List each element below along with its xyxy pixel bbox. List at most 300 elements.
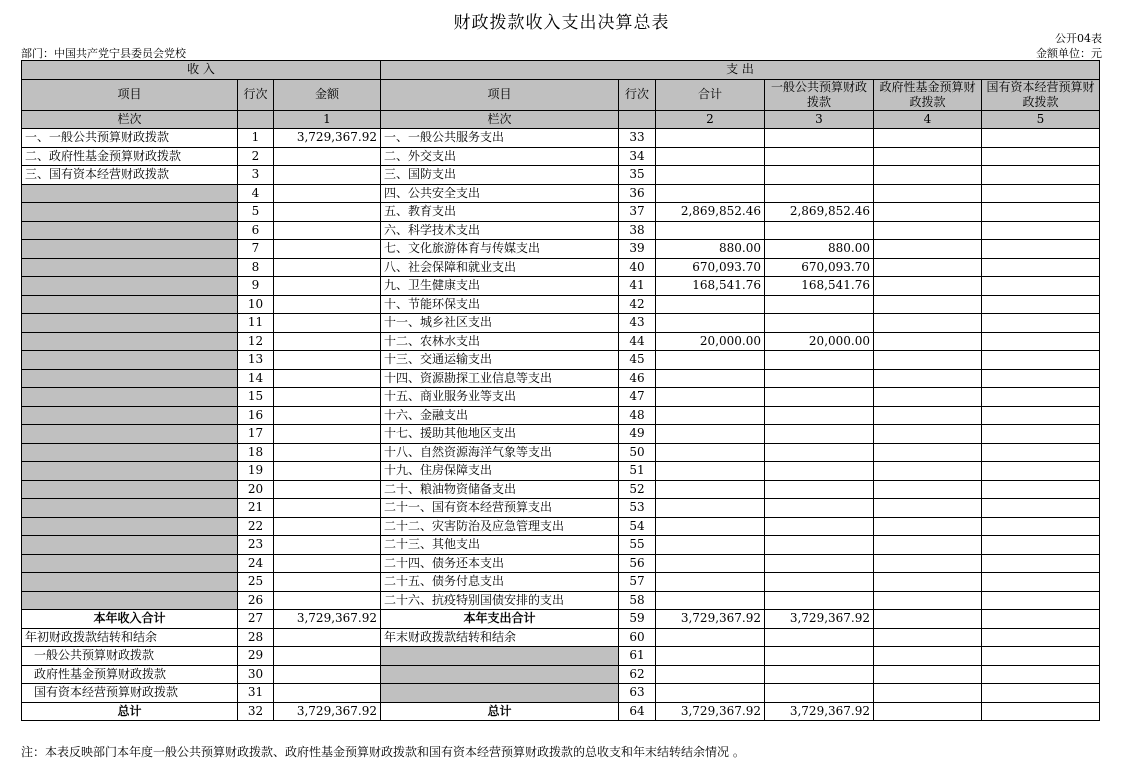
income-line-cell: 14 [238, 369, 274, 388]
col-header-income-line: 行次 [238, 79, 274, 110]
income-line-cell: 20 [238, 480, 274, 499]
expense-state-cell [982, 203, 1100, 222]
expense-total-cell [656, 184, 765, 203]
income-item-cell [22, 573, 238, 592]
col-header-fund: 政府性基金预算财政拨款 [874, 79, 982, 110]
expense-line-cell: 35 [619, 166, 656, 185]
table-row [22, 277, 1100, 296]
income-line-cell: 30 [238, 665, 274, 684]
expense-section-header: 支 出 [381, 61, 1100, 80]
expense-general-cell [765, 221, 874, 240]
expense-state-cell [982, 295, 1100, 314]
col-num-2: 2 [656, 110, 765, 129]
expense-item-cell: 十五、商业服务业等支出 [381, 388, 619, 407]
income-amount-cell [274, 147, 381, 166]
expense-state-cell [982, 443, 1100, 462]
income-line-cell: 15 [238, 388, 274, 407]
expense-fund-cell [874, 203, 982, 222]
table-row [22, 203, 1100, 222]
income-line-cell: 19 [238, 462, 274, 481]
expense-state-cell [982, 184, 1100, 203]
expense-item-cell: 六、科学技术支出 [381, 221, 619, 240]
income-item-cell [22, 240, 238, 259]
col-header-expense-line: 行次 [619, 79, 656, 110]
income-item-cell: 总计 [22, 702, 238, 721]
expense-state-cell [982, 647, 1100, 666]
expense-total-cell [656, 221, 765, 240]
expense-general-cell [765, 443, 874, 462]
expense-total-cell [656, 554, 765, 573]
expense-fund-cell [874, 147, 982, 166]
expense-total-cell [656, 369, 765, 388]
expense-fund-cell [874, 628, 982, 647]
expense-line-cell: 55 [619, 536, 656, 555]
income-line-cell: 29 [238, 647, 274, 666]
expense-total-cell [656, 388, 765, 407]
income-section-header: 收 入 [22, 61, 381, 80]
expense-item-cell: 十七、援助其他地区支出 [381, 425, 619, 444]
expense-general-cell [765, 665, 874, 684]
expense-line-cell: 40 [619, 258, 656, 277]
expense-general-cell: 880.00 [765, 240, 874, 259]
income-item-cell [22, 221, 238, 240]
expense-general-cell [765, 314, 874, 333]
income-amount-cell: 3,729,367.92 [274, 610, 381, 629]
income-line-cell: 18 [238, 443, 274, 462]
expense-general-cell [765, 351, 874, 370]
income-line-cell: 21 [238, 499, 274, 518]
expense-total-cell [656, 591, 765, 610]
expense-line-cell: 37 [619, 203, 656, 222]
expense-fund-cell [874, 462, 982, 481]
grand-total-row [22, 702, 1100, 721]
income-item-cell [22, 295, 238, 314]
column-number-row [22, 110, 1100, 129]
expense-total-cell: 670,093.70 [656, 258, 765, 277]
income-amount-cell [274, 277, 381, 296]
income-item-cell [22, 388, 238, 407]
expense-fund-cell [874, 554, 982, 573]
income-amount-cell [274, 203, 381, 222]
expense-state-cell [982, 610, 1100, 629]
expense-general-cell [765, 129, 874, 148]
expense-line-cell: 38 [619, 221, 656, 240]
income-item-cell [22, 314, 238, 333]
table-row [22, 184, 1100, 203]
expense-item-cell: 五、教育支出 [381, 203, 619, 222]
expense-general-cell [765, 295, 874, 314]
expense-general-cell: 168,541.76 [765, 277, 874, 296]
income-line-cell: 13 [238, 351, 274, 370]
table-row [22, 314, 1100, 333]
expense-state-cell [982, 314, 1100, 333]
expense-state-cell [982, 480, 1100, 499]
expense-fund-cell [874, 351, 982, 370]
expense-state-cell [982, 536, 1100, 555]
income-line-cell: 6 [238, 221, 274, 240]
income-line-cell: 17 [238, 425, 274, 444]
expense-state-cell [982, 573, 1100, 592]
table-row [22, 240, 1100, 259]
income-amount-cell [274, 184, 381, 203]
table-row [22, 147, 1100, 166]
expense-general-cell: 20,000.00 [765, 332, 874, 351]
table-row [22, 221, 1100, 240]
expense-state-cell [982, 406, 1100, 425]
expense-state-cell [982, 369, 1100, 388]
expense-total-cell: 3,729,367.92 [656, 702, 765, 721]
footnote: 注：本表反映部门本年度一般公共预算财政拨款、政府性基金预算财政拨款和国有资本经营预算财政拨款的总收支和年末结转结余情况 。 [21, 745, 745, 759]
expense-fund-cell [874, 702, 982, 721]
carry-row [22, 684, 1100, 703]
expense-total-cell [656, 351, 765, 370]
expense-general-cell [765, 554, 874, 573]
income-line-cell: 12 [238, 332, 274, 351]
expense-item-cell [381, 684, 619, 703]
expense-state-cell [982, 499, 1100, 518]
expense-general-cell [765, 573, 874, 592]
expense-state-cell [982, 258, 1100, 277]
income-amount-cell [274, 499, 381, 518]
expense-fund-cell [874, 684, 982, 703]
income-amount-cell [274, 554, 381, 573]
income-item-cell: 年初财政拨款结转和结余 [22, 628, 238, 647]
income-line-cell: 7 [238, 240, 274, 259]
table-row [22, 425, 1100, 444]
expense-fund-cell [874, 499, 982, 518]
income-amount-cell [274, 388, 381, 407]
col-header-state: 国有资本经营预算财政拨款 [982, 79, 1100, 110]
expense-line-cell: 59 [619, 610, 656, 629]
expense-item-cell: 二十五、债务付息支出 [381, 573, 619, 592]
expense-fund-cell [874, 277, 982, 296]
expense-item-cell: 十一、城乡社区支出 [381, 314, 619, 333]
col-label-right: 栏次 [381, 110, 619, 129]
col-label-left: 栏次 [22, 110, 238, 129]
expense-fund-cell [874, 517, 982, 536]
expense-line-cell: 49 [619, 425, 656, 444]
budget-table [21, 60, 1100, 721]
expense-total-cell [656, 166, 765, 185]
expense-state-cell [982, 425, 1100, 444]
expense-fund-cell [874, 369, 982, 388]
expense-fund-cell [874, 443, 982, 462]
income-amount-cell [274, 240, 381, 259]
income-item-cell [22, 332, 238, 351]
expense-total-cell [656, 684, 765, 703]
expense-general-cell [765, 591, 874, 610]
expense-state-cell [982, 628, 1100, 647]
year-total-row [22, 610, 1100, 629]
expense-item-cell: 七、文化旅游体育与传媒支出 [381, 240, 619, 259]
expense-general-cell [765, 628, 874, 647]
expense-total-cell: 168,541.76 [656, 277, 765, 296]
expense-total-cell [656, 314, 765, 333]
income-item-cell: 三、国有资本经营财政拨款 [22, 166, 238, 185]
expense-state-cell [982, 221, 1100, 240]
expense-general-cell [765, 517, 874, 536]
expense-fund-cell [874, 295, 982, 314]
expense-item-cell [381, 647, 619, 666]
expense-item-cell: 二十六、抗疫特别国债安排的支出 [381, 591, 619, 610]
expense-item-cell: 年末财政拨款结转和结余 [381, 628, 619, 647]
expense-state-cell [982, 129, 1100, 148]
expense-total-cell: 880.00 [656, 240, 765, 259]
expense-fund-cell [874, 166, 982, 185]
expense-general-cell [765, 147, 874, 166]
income-item-cell [22, 554, 238, 573]
col-header-general: 一般公共预算财政拨款 [765, 79, 874, 110]
expense-total-cell [656, 443, 765, 462]
expense-line-cell: 60 [619, 628, 656, 647]
expense-line-cell: 54 [619, 517, 656, 536]
expense-total-cell [656, 517, 765, 536]
expense-item-cell: 二十、粮油物资储备支出 [381, 480, 619, 499]
income-item-cell: 政府性基金预算财政拨款 [22, 665, 238, 684]
table-row [22, 129, 1100, 148]
expense-general-cell [765, 425, 874, 444]
expense-total-cell [656, 147, 765, 166]
expense-state-cell [982, 166, 1100, 185]
expense-total-cell: 3,729,367.92 [656, 610, 765, 629]
income-line-cell: 23 [238, 536, 274, 555]
expense-total-cell: 20,000.00 [656, 332, 765, 351]
income-item-cell [22, 258, 238, 277]
income-amount-cell [274, 314, 381, 333]
income-item-cell: 国有资本经营预算财政拨款 [22, 684, 238, 703]
expense-total-cell [656, 628, 765, 647]
income-amount-cell [274, 462, 381, 481]
expense-fund-cell [874, 240, 982, 259]
expense-general-cell [765, 166, 874, 185]
expense-total-cell [656, 295, 765, 314]
income-item-cell: 二、政府性基金预算财政拨款 [22, 147, 238, 166]
table-row [22, 499, 1100, 518]
expense-item-cell: 十四、资源勘探工业信息等支出 [381, 369, 619, 388]
expense-line-cell: 53 [619, 499, 656, 518]
expense-item-cell: 三、国防支出 [381, 166, 619, 185]
income-item-cell: 一、一般公共预算财政拨款 [22, 129, 238, 148]
income-item-cell [22, 184, 238, 203]
expense-line-cell: 52 [619, 480, 656, 499]
expense-line-cell: 47 [619, 388, 656, 407]
page-title: 财政拨款收入支出决算总表 [453, 13, 670, 33]
income-amount-cell [274, 684, 381, 703]
expense-general-cell: 670,093.70 [765, 258, 874, 277]
expense-item-cell: 八、社会保障和就业支出 [381, 258, 619, 277]
table-row [22, 591, 1100, 610]
expense-line-cell: 44 [619, 332, 656, 351]
income-item-cell [22, 369, 238, 388]
unit-label: 金额单位：元 [1036, 47, 1102, 60]
income-amount-cell [274, 166, 381, 185]
income-amount-cell [274, 221, 381, 240]
expense-total-cell [656, 406, 765, 425]
expense-line-cell: 43 [619, 314, 656, 333]
income-amount-cell [274, 573, 381, 592]
income-amount-cell [274, 517, 381, 536]
expense-general-cell [765, 647, 874, 666]
expense-item-cell: 十二、农林水支出 [381, 332, 619, 351]
expense-item-cell: 一、一般公共服务支出 [381, 129, 619, 148]
carry-row [22, 665, 1100, 684]
income-item-cell [22, 351, 238, 370]
expense-fund-cell [874, 573, 982, 592]
section-header-row [22, 61, 1100, 80]
expense-item-cell: 十六、金融支出 [381, 406, 619, 425]
expense-item-cell: 十八、自然资源海洋气象等支出 [381, 443, 619, 462]
expense-line-cell: 62 [619, 665, 656, 684]
table-row [22, 536, 1100, 555]
table-row [22, 332, 1100, 351]
income-amount-cell [274, 591, 381, 610]
income-item-cell [22, 462, 238, 481]
expense-state-cell [982, 277, 1100, 296]
expense-fund-cell [874, 610, 982, 629]
income-line-cell: 22 [238, 517, 274, 536]
col-header-income-item: 项目 [22, 79, 238, 110]
expense-total-cell [656, 499, 765, 518]
expense-line-cell: 42 [619, 295, 656, 314]
income-line-cell: 28 [238, 628, 274, 647]
income-amount-cell [274, 480, 381, 499]
income-amount-cell [274, 295, 381, 314]
expense-fund-cell [874, 184, 982, 203]
expense-state-cell [982, 147, 1100, 166]
expense-total-cell [656, 480, 765, 499]
col-header-income-amount: 金额 [274, 79, 381, 110]
expense-general-cell: 3,729,367.92 [765, 610, 874, 629]
income-item-cell [22, 480, 238, 499]
expense-fund-cell [874, 221, 982, 240]
carry-row [22, 647, 1100, 666]
expense-item-cell: 总计 [381, 702, 619, 721]
income-line-cell: 1 [238, 129, 274, 148]
income-amount-cell [274, 443, 381, 462]
expense-item-cell: 二十三、其他支出 [381, 536, 619, 555]
expense-general-cell: 2,869,852.46 [765, 203, 874, 222]
expense-general-cell [765, 369, 874, 388]
expense-item-cell: 十、节能环保支出 [381, 295, 619, 314]
expense-line-cell: 41 [619, 277, 656, 296]
expense-line-cell: 51 [619, 462, 656, 481]
expense-general-cell [765, 406, 874, 425]
expense-line-cell: 46 [619, 369, 656, 388]
income-line-cell: 25 [238, 573, 274, 592]
column-header-row [22, 79, 1100, 110]
table-row [22, 462, 1100, 481]
expense-state-cell [982, 351, 1100, 370]
table-row [22, 443, 1100, 462]
table-row [22, 573, 1100, 592]
income-line-cell: 16 [238, 406, 274, 425]
expense-line-cell: 56 [619, 554, 656, 573]
table-row [22, 295, 1100, 314]
expense-item-cell: 十九、住房保障支出 [381, 462, 619, 481]
income-item-cell [22, 536, 238, 555]
expense-item-cell: 二、外交支出 [381, 147, 619, 166]
expense-total-cell [656, 536, 765, 555]
expense-fund-cell [874, 480, 982, 499]
expense-item-cell: 十三、交通运输支出 [381, 351, 619, 370]
income-amount-cell [274, 665, 381, 684]
table-row [22, 554, 1100, 573]
income-line-cell: 8 [238, 258, 274, 277]
income-amount-cell [274, 351, 381, 370]
income-item-cell: 本年收入合计 [22, 610, 238, 629]
income-line-cell: 2 [238, 147, 274, 166]
expense-general-cell [765, 388, 874, 407]
table-row [22, 480, 1100, 499]
expense-line-cell: 57 [619, 573, 656, 592]
expense-general-cell [765, 684, 874, 703]
col-num-blank [238, 110, 274, 129]
income-amount-cell [274, 406, 381, 425]
income-amount-cell [274, 258, 381, 277]
income-item-cell [22, 591, 238, 610]
expense-state-cell [982, 684, 1100, 703]
expense-state-cell [982, 554, 1100, 573]
col-header-expense-item: 项目 [381, 79, 619, 110]
income-item-cell [22, 203, 238, 222]
col-num-1: 1 [274, 110, 381, 129]
income-line-cell: 3 [238, 166, 274, 185]
expense-item-cell [381, 665, 619, 684]
expense-line-cell: 36 [619, 184, 656, 203]
income-line-cell: 24 [238, 554, 274, 573]
col-num-3: 3 [765, 110, 874, 129]
expense-line-cell: 48 [619, 406, 656, 425]
expense-state-cell [982, 388, 1100, 407]
expense-fund-cell [874, 314, 982, 333]
income-amount-cell [274, 425, 381, 444]
expense-total-cell [656, 129, 765, 148]
income-item-cell [22, 406, 238, 425]
expense-fund-cell [874, 129, 982, 148]
form-code: 公开04表 [1055, 32, 1102, 45]
expense-general-cell [765, 184, 874, 203]
expense-fund-cell [874, 258, 982, 277]
income-line-cell: 10 [238, 295, 274, 314]
expense-state-cell [982, 240, 1100, 259]
expense-item-cell: 二十四、债务还本支出 [381, 554, 619, 573]
expense-line-cell: 61 [619, 647, 656, 666]
income-line-cell: 11 [238, 314, 274, 333]
col-num-5: 5 [982, 110, 1100, 129]
income-item-cell [22, 517, 238, 536]
expense-line-cell: 50 [619, 443, 656, 462]
expense-state-cell [982, 332, 1100, 351]
expense-total-cell: 2,869,852.46 [656, 203, 765, 222]
income-line-cell: 27 [238, 610, 274, 629]
income-amount-cell [274, 647, 381, 666]
income-item-cell: 一般公共预算财政拨款 [22, 647, 238, 666]
expense-line-cell: 64 [619, 702, 656, 721]
expense-item-cell: 本年支出合计 [381, 610, 619, 629]
expense-fund-cell [874, 425, 982, 444]
expense-state-cell [982, 665, 1100, 684]
income-line-cell: 32 [238, 702, 274, 721]
expense-item-cell: 二十一、国有资本经营预算支出 [381, 499, 619, 518]
expense-line-cell: 34 [619, 147, 656, 166]
expense-general-cell [765, 499, 874, 518]
expense-state-cell [982, 517, 1100, 536]
income-line-cell: 4 [238, 184, 274, 203]
income-amount-cell [274, 369, 381, 388]
expense-item-cell: 四、公共安全支出 [381, 184, 619, 203]
income-line-cell: 26 [238, 591, 274, 610]
expense-total-cell [656, 665, 765, 684]
